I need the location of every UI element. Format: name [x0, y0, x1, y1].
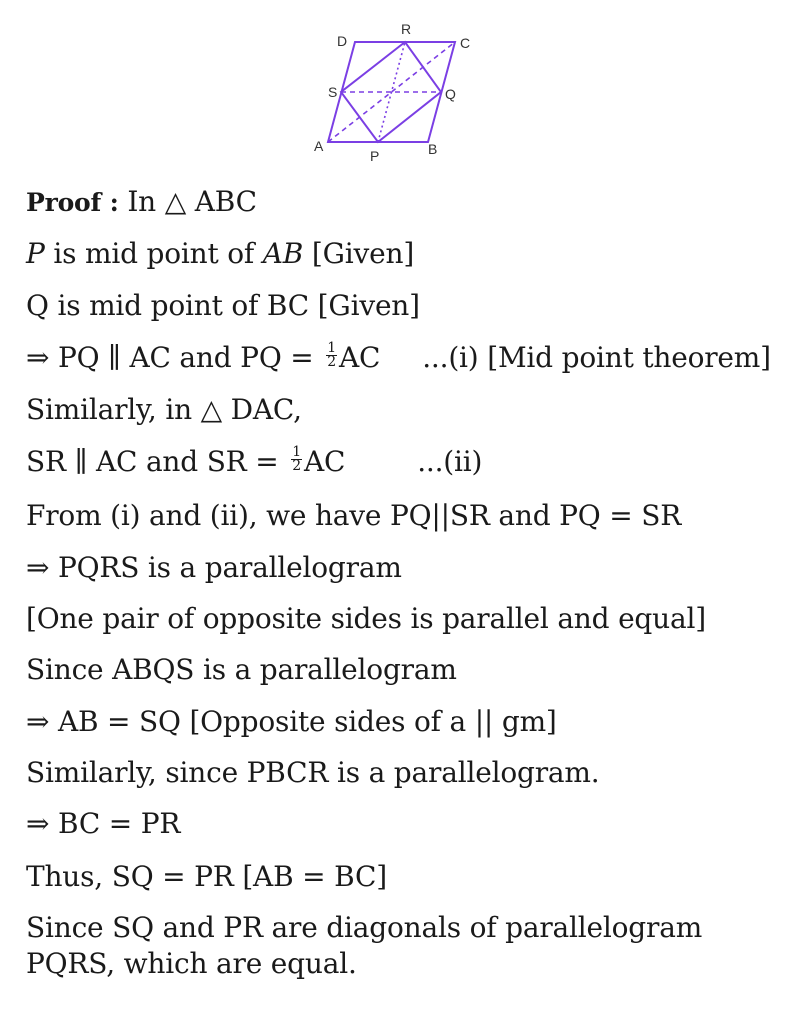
fraction-half-2: $\frac{1}{2}$	[292, 444, 301, 474]
proof-line-4-a: ⇒ PQ ∥ AC and PQ =	[26, 341, 323, 374]
proof-line-6	[26, 446, 482, 478]
proof-line-4-c: ...(i) [Mid point theorem]	[422, 341, 771, 374]
label-r: R	[401, 21, 412, 37]
label-b: B	[428, 141, 438, 157]
label-s: S	[328, 84, 338, 100]
proof-line-6-b: AC	[303, 445, 346, 478]
proof-line-4-b: AC	[338, 341, 381, 374]
proof-heading: Proof :	[26, 188, 119, 217]
proof-line-2	[26, 238, 414, 270]
proof-line-12: Similarly, since PBCR is a parallelogram.	[26, 756, 600, 789]
proof-line-1	[26, 186, 257, 219]
proof-line-4	[26, 342, 771, 374]
fraction-half-1: $\frac{1}{2}$	[327, 340, 336, 370]
parallelogram-figure	[300, 18, 500, 168]
label-a: A	[314, 138, 324, 154]
label-d: D	[337, 33, 348, 49]
proof-line-13: ⇒ BC = PR	[26, 807, 181, 840]
proof-line-15: Since SQ and PR are diagonals of parallelogram	[26, 911, 703, 944]
proof-line-6-c: ...(ii)	[417, 445, 483, 478]
proof-line-9: [One pair of opposite sides is parallel and equal]	[26, 602, 706, 635]
proof-line-7: From (i) and (ii), we have PQ||SR and PQ = SR	[26, 499, 682, 532]
proof-line-16: PQRS, which are equal.	[26, 947, 357, 980]
proof-line-2-tail: [Given]	[311, 237, 415, 270]
proof-line-8: ⇒ PQRS is a parallelogram	[26, 551, 402, 584]
proof-line-3: Q is mid point of BC [Given]	[26, 289, 420, 322]
proof-line-6-a: SR ∥ AC and SR =	[26, 445, 288, 478]
point-p: P	[26, 237, 45, 270]
segment-ab: AB	[262, 237, 304, 270]
proof-line-14: Thus, SQ = PR [AB = BC]	[26, 860, 387, 893]
label-p: P	[370, 148, 380, 164]
proof-line-10: Since ABQS is a parallelogram	[26, 653, 457, 686]
proof-line-1-text: In △ ABC	[127, 185, 257, 218]
proof-line-11: ⇒ AB = SQ [Opposite sides of a || gm]	[26, 705, 557, 738]
proof-line-2-mid: is mid point of	[53, 237, 255, 270]
proof-line-5: Similarly, in △ DAC,	[26, 393, 302, 426]
segment-pr	[378, 42, 405, 142]
label-c: C	[460, 35, 471, 51]
figure-svg	[300, 18, 500, 168]
label-q: Q	[445, 86, 456, 102]
